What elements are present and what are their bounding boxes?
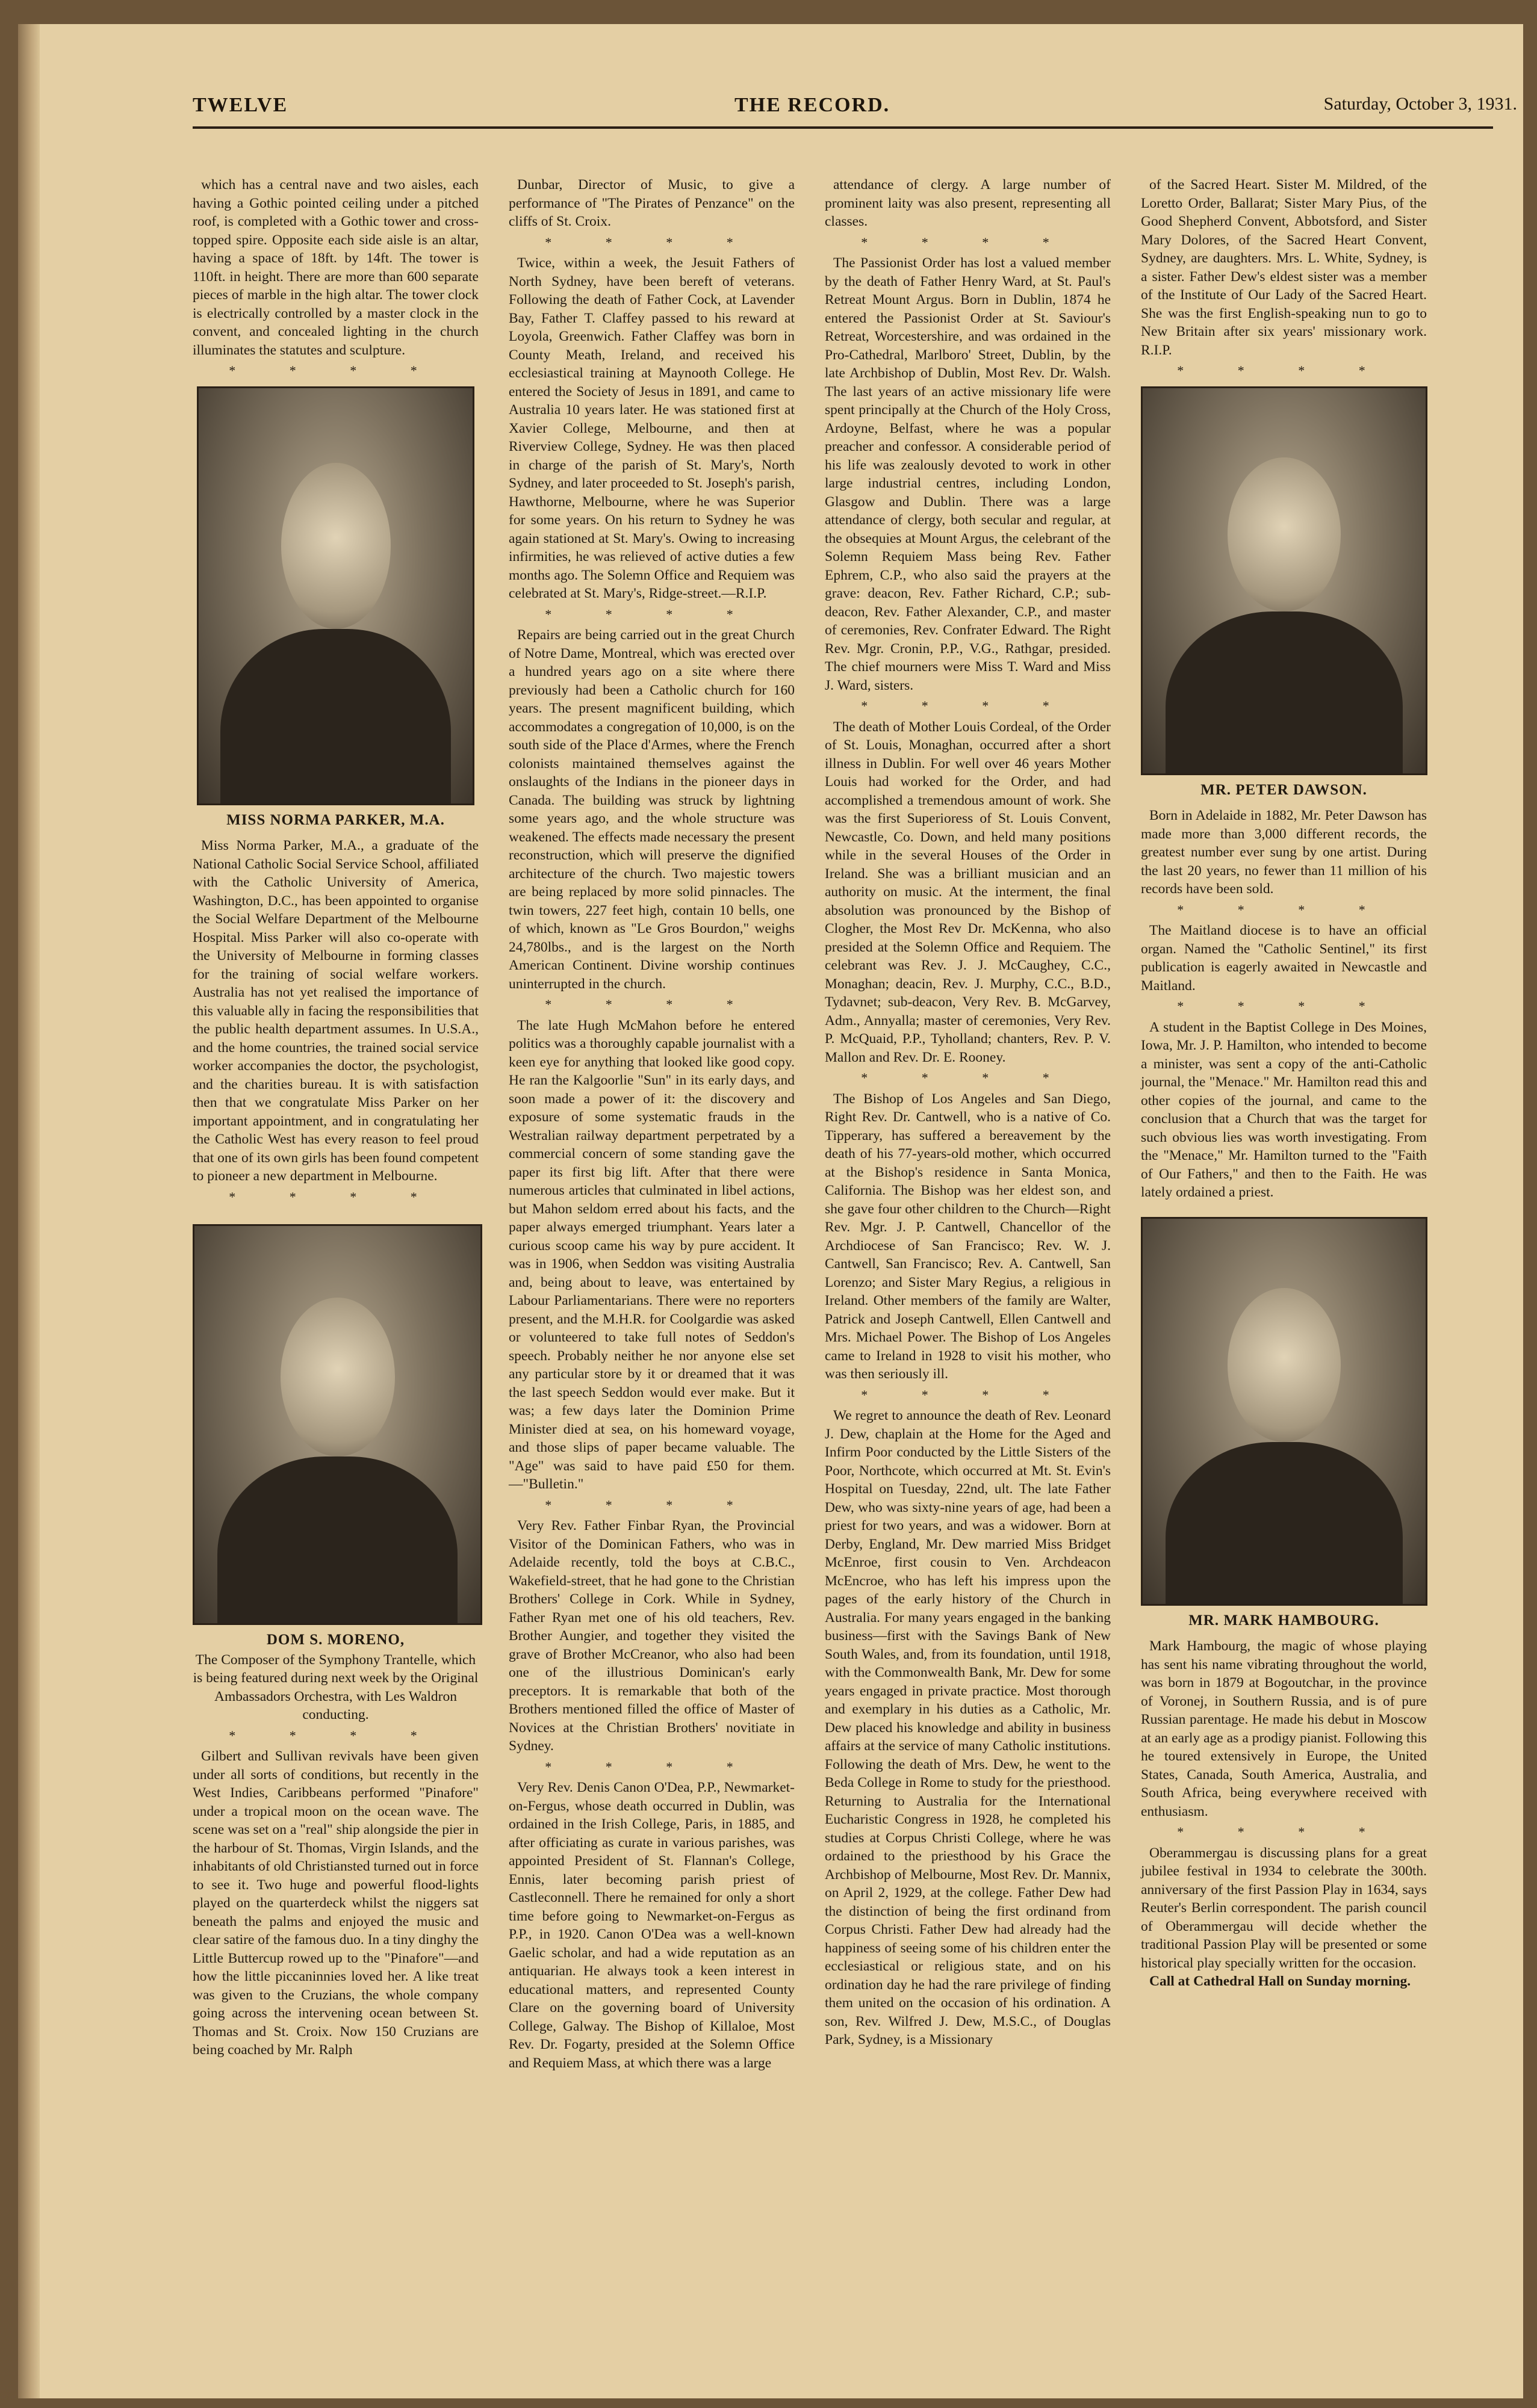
article-text: Very Rev. Denis Canon O'Dea, P.P., Newmarket-on-Fergus, whose death occurred in Dublin, was ordained in the Irish College, Paris, in 1885, and after officiating as curate in various parishes, was appointed President of St. Flannan's College, Ennis, later becoming parish priest of Castleconnell. There he remained for only a short time before going to Newmarket-on-Fergus as P.P., in 1920. Canon O'Dea was a well-known Gaelic scholar, and had a wide reputation as an antiquarian. He always took a keen interest in educational matters, and represented County Clare on the governing board of University College, Galway. The Bishop of Killaloe, Most Rev. Dr. Fogarty, presided at the Solemn Office and Requiem Mass, at which there was a large — [509, 1780, 795, 2071]
article-text: The Bishop of Los Angeles and San Diego, Right Rev. Dr. Cantwell, who is a native of Co. Tipperary, has suffered a bereavement by the death of his 77-years-old mother, which occurred at the Bishop's residence in Santa Monica, California. The Bishop was her eldest son, and she gave four other children to the Church—Right Rev. Mgr. J. P. Cantwell, Chancellor of the Archdiocese of San Francisco; Rev. W. J. Cantwell, San Francisco; Rev. A. Cantwell, San Lorenzo; and Sister Mary Regius, a religious in Ireland. Other members of the family are Walter, Patrick and Joseph Cantwell, Ellen Cantwell and Mrs. Michael Power. The Bishop of Los Angeles came to Ireland in 1928 to visit his mother, who was then seriously ill. — [825, 1091, 1111, 1382]
column-2 — [509, 176, 795, 2072]
separator-stars: * * * * — [1177, 998, 1391, 1014]
separator-stars: * * * * — [229, 1189, 442, 1204]
portrait-face — [281, 1298, 395, 1456]
portrait-body — [1166, 1442, 1403, 1606]
masthead-title: THE RECORD. — [734, 94, 890, 116]
separator-stars: * * * * — [545, 997, 759, 1012]
portrait-photo-mark-hambourg — [1141, 1217, 1427, 1606]
article-text: A student in the Baptist College in Des Moines, Iowa, Mr. J. P. Hamilton, who intended to become a minister, was sent a copy of the anti-Catholic journal, the "Menace." Mr. Hamilton read this and other copies of the journal, and came to the conclusion that a Church that was the target for such obvious lies was worth investigating. From the "Menace," Mr. Hamilton turned to the "Faith of Our Fathers," and then to the Faith. He was lately ordained a priest. — [1141, 1019, 1427, 1200]
separator-stars: * * * * — [545, 1497, 759, 1512]
portrait-photo-norma-parker — [197, 386, 474, 805]
portrait-face — [1228, 457, 1341, 611]
portrait-photo-dom-moreno — [193, 1224, 482, 1625]
photo-caption: MISS NORMA PARKER, M.A. — [226, 811, 445, 828]
column-3 — [825, 176, 1111, 2049]
separator-stars: * * * * — [545, 234, 759, 250]
photo-caption: MR. PETER DAWSON. — [1200, 781, 1367, 798]
article-text: Gilbert and Sullivan revivals have been given under all sorts of conditions, but recently in the West Indies, Caribbeans performed "Pinafore" under a tropical moon on the ocean wave. The scene was set on a "real" ship alongside the pier in the harbour of St. Thomas, Virgin Islands, and the inhabitants of old Christiansted turned out in force to see it. Two huge and powerful flood-lights played on the quarterdeck whilst the niggers sat beneath the palms and enjoyed the music and clear satire of the famous duo. In a tiny dinghy the Little Buttercup rowed up to the "Pinafore"—and how the little piccaninnies loved her. A like treat was given to the Cruzians, the whole company going across the intervening ocean between St. Thomas and St. Croix. Now 150 Cruzians are being coached by Mr. Ralph — [193, 1748, 479, 2058]
article-text: Twice, within a week, the Jesuit Fathers of North Sydney, have been bereft of veterans. Following the death of Father Cock, at Lavender Bay, Father T. Claffey passed to his reward at Loyola, Greenwich. Father Claffey was born in County Meath, Ireland, and received his ecclesiastical training at Maynooth College. He entered the Society of Jesus in 1891, and came to Australia 10 years later. He was stationed first at Xavier College, Melbourne, and then at Riverview College, Sydney. He was then placed in charge of the parish of St. Mary's, North Sydney, and later proceeded to St. Joseph's parish, Hawthorne, Melbourne, where he was Superior for some years. On his return to Sydney he was again stationed at St. Mary's. Owing to increasing infirmities, he was relieved of active duties a few months ago. The Solemn Office and Requiem was celebrated at St. Mary's, Ridge-street.—R.I.P. — [509, 255, 795, 601]
article-text: attendance of clergy. A large number of prominent laity was also present, representing all classes. — [825, 177, 1111, 229]
portrait-body — [1166, 611, 1403, 775]
article-text: The Passionist Order has lost a valued member by the death of Father Henry Ward, at St. Paul's Retreat Mount Argus. Born in Dublin, 1874 he entered the Passionist Order at St. Saviour's Retreat, Worcestershire, and was ordained in the Pro-Cathedral, Marlboro' Street, Dublin, by the late Archbishop of Dublin, Most Rev. Dr. Walsh. The last years of an active missionary life were spent principally at the Church of the Holy Cross, Ardoyne, Belfast, where he was a popular preacher and confessor. A considerable period of his life was zealously devoted to work in other large industrial centres, including London, Glasgow and Dublin. There was a large attendance of clergy, both secular and regular, at the obsequies at Mount Argus, the celebrant of the Solemn Requiem Mass being Rev. Father Ephrem, C.P., who also said the prayers at the grave: deacon, Rev. Father Richard, C.P.; sub-deacon, Rev. Father Alexander, C.P., and master of ceremonies, Rev. Confrater Edward. The Right Rev. Mgr. Cronin, P.P., V.G., Rathgar, presided. The chief mourners were Miss T. Ward and Miss J. Ward, sisters. — [825, 255, 1111, 693]
separator-stars: * * * * — [545, 606, 759, 622]
separator-stars: * * * * — [861, 1387, 1075, 1402]
article-text: The Maitland diocese is to have an official organ. Named the "Catholic Sentinel," its first publication is eagerly awaited in Newcastle and Maitland. — [1141, 923, 1427, 994]
newspaper-page — [18, 24, 1523, 2398]
separator-stars: * * * * — [545, 1759, 759, 1774]
article-text: of the Sacred Heart. Sister M. Mildred, of the Loretto Order, Ballarat; Sister Mary Pius, of the Good Shepherd Convent, Abbotsford, and Sister Mary Dolores, of the Sacred Heart Convent, Sydney, are daughters. Mrs. L. White, Sydney, is a sister. Father Dew's eldest sister was a member of the Institute of Our Lady of the Sacred Heart. She was the first English-speaking nun to go to New Britain after six years' missionary work. R.I.P. — [1141, 177, 1427, 358]
separator-stars: * * * * — [861, 234, 1075, 250]
photo-caption: MR. MARK HAMBOURG. — [1188, 1612, 1379, 1629]
separator-stars: * * * * — [861, 1070, 1075, 1085]
article-text: Dunbar, Director of Music, to give a performance of "The Pirates of Penzance" on the cliffs of St. Croix. — [509, 177, 795, 229]
notice-text: Call at Cathedral Hall on Sunday morning. — [1149, 1973, 1411, 1989]
article-text: Born in Adelaide in 1882, Mr. Peter Dawson has made more than 3,000 different records, the greatest number ever sung by one artist. During the last 20 years, no fewer than 11 million of his records have been sold. — [1141, 808, 1427, 897]
separator-stars: * * * * — [229, 363, 442, 378]
photo-caption-sub: The Composer of the Symphony Trantelle, which is being featured during next week by the Original Ambassadors Orchestra, with Les Waldron conducting. — [193, 1651, 479, 1722]
header-rule — [193, 126, 1493, 129]
article-text: Oberammergau is discussing plans for a great jubilee festival in 1934 to celebrate the 300th. anniversary of the first Passion Play in 1634, says Reuter's Berlin correspondent. The parish council of Oberammergau will decide whether the traditional Passion Play will be presented or some historical play specially written for the occasion. — [1141, 1845, 1427, 1971]
portrait-photo-peter-dawson — [1141, 386, 1427, 775]
article-text: Repairs are being carried out in the great Church of Notre Dame, Montreal, which was erected over a hundred years ago on a site where there previously had been a Catholic church for 160 years. The present magnificent building, which accommodates a congregation of 10,000, is on the south side of the Place d'Armes, where the French colonists maintained themselves against the onslaughts of the Indians in the pioneer days in Canada. The building was struck by lightning some years ago, and the whole structure was weakened. The effects made necessary the present reconstruction, which will preserve the dignified architecture of the church. Two majestic towers are being replaced by more solid pinnacles. The twin towers, 227 feet high, contain 10 bells, one of which, known as "Le Gros Bourdon," weighs 24,780lbs., and is the largest on the North American Continent. Divine worship continues uninterrupted in the church. — [509, 627, 795, 992]
article-text: Mark Hambourg, the magic of whose playing has sent his name vibrating throughout the world, was born in 1879 at Bogoutchar, in the province of Voronej, in Southern Russia, and is of pure Russian parentage. He made his debut in Moscow at an early age as a prodigy pianist. Following this he toured extensively in Europe, the United States, Canada, South America, Australia, and South Africa, being everywhere received with enthusiasm. — [1141, 1638, 1427, 1819]
separator-stars: * * * * — [229, 1727, 442, 1743]
portrait-face — [281, 463, 391, 629]
separator-stars: * * * * — [1177, 363, 1391, 378]
page-header — [193, 94, 1517, 124]
page-number: TWELVE — [193, 94, 288, 116]
article-text: The death of Mother Louis Cordeal, of the Order of St. Louis, Monaghan, occurred after a short illness in Dublin. For well over 46 years Mother Louis had worked for the Order, and had accomplished a tremendous amount of work. She was the first Superioress of St. Louis Convent, Newcastle, Co. Down, and held many positions while in the several Houses of the Order in Ireland. She was a brilliant musician and an authority on music. At the interment, the final absolution was pronounced by the Bishop of Clogher, the Most Rev Dr. McKenna, who also presided at the Solemn Office and Requiem. The celebrant was Rev. J. J. McCaughey, C.C., Monaghan; deacin, Rev. J. Murphy, C.C., B.D., Tydavnet; sub-deacon, Very Rev. B. McGarvey, Adm., Annyalla; master of ceremonies, Very Rev. P. McQuaid, P.P., Tyholland; chanters, Rev. P. V. Mallon and Rev. Dr. E. Rooney. — [825, 719, 1111, 1065]
portrait-body — [217, 1456, 458, 1625]
article-text: which has a central nave and two aisles, each having a Gothic pointed ceiling under a pitched roof, is completed with a Gothic tower and cross-topped spire. Opposite each side aisle is an altar, having a space of 18ft. by 14ft. The tower is 110ft. in height. There are more than 600 separate pieces of marble in the high altar. The tower clock is electrically controlled by a master clock in the convent, and concealed lighting in the church illuminates the statutes and sculpture. — [193, 177, 479, 358]
article-text: We regret to announce the death of Rev. Leonard J. Dew, chaplain at the Home for the Aged and Infirm Poor conducted by the Little Sisters of the Poor, Northcote, which occurred at Mt. St. Evin's Hospital on Tuesday, 22nd, ult. The late Father Dew, who was sixty-nine years of age, had been a priest for two years, and was a widower. Born at Derby, England, Mr. Dew married Miss Bridget McEnroe, first cousin to Ven. Archdeacon McEncroe, who has left his impress upon the pages of the early history of the Church in Australia. For many years engaged in the banking business—first with the Savings Bank of New South Wales, and, from its foundation, until 1918, with the Commonwealth Bank, Mr. Dew for some years engaged in private practice. Most thorough and exemplary in his duties as a Catholic, Mr. Dew placed his knowledge and ability in business affairs at the service of many Catholic institutions. Following the death of Mrs. Dew, he went to the Beda College in Rome to study for the priesthood. Returning to Australia for the International Eucharistic Congress in 1928, he completed his studies at Corpus Christi College, where he was ordained to the priesthood by his Grace the Archbishop of Melbourne, Most Rev. Dr. Mannix, on April 2, 1929, at the college. Father Dew had the distinction of being the first ordinand from Corpus Christi. Father Dew had already had the happiness of seeing some of his children enter the ecclesiastical or religious state, and on his ordination day he had the rare privilege of finding them united on the occasion of his ordination. A son, Rev. Wilfred J. Dew, M.S.C., of Douglas Park, Sydney, is a Missionary — [825, 1408, 1111, 2047]
portrait-face — [1228, 1288, 1341, 1442]
photo-caption: DOM S. MORENO, — [266, 1632, 405, 1648]
article-text: Miss Norma Parker, M.A., a graduate of the National Catholic Social Service School, affiliated with the Catholic University of America, Washington, D.C., has been appointed to organise the Social Welfare Department of the Melbourne Hospital. Miss Parker will also co-operate with the University of Melbourne in forming classes for the training of social welfare workers. Australia has not yet realised the importance of this valuable ally in facing the responsibilities that the public health department assumes. In U.S.A., and the home countries, the trained social service worker accompanies the doctor, the psychologist, and the charities bureau. It is with satisfaction then that we congratulate Miss Parker on her important appointment, and in congratulating her the Catholic West has every reason to feel proud that one of its own girls has been found competent to pioneer a new department in Melbourne. — [193, 838, 479, 1184]
column-4 — [1141, 176, 1427, 1991]
separator-stars: * * * * — [861, 698, 1075, 713]
separator-stars: * * * * — [1177, 1824, 1391, 1839]
separator-stars: * * * * — [1177, 902, 1391, 917]
portrait-body — [220, 629, 450, 805]
article-text: The late Hugh McMahon before he entered politics was a thoroughly capable journalist with a keen eye for anything that looked like good copy. He ran the Kalgoorlie "Sun" in its early days, and soon made a power of it: the discovery and exposure of some systematic frauds in the Westralian railway department perpetrated by a commercial concern of some standing gave the paper its first big lift. After that there were numerous articles that culminated in libel actions, but Mahon seldom erred about his facts, and the paper always emerged triumphant. Years later a curious scoop came his way by pure accident. It was in 1906, when Seddon was visiting Australia and, being about to leave, was entertained by Labour Parliamentarians. There were no reporters present, and the M.H.R. for Coolgardie was asked or volunteered to take full notes of Seddon's speech. Probably neither he nor anyone else set any particular store by it or dreamed that it was the last speech Seddon would ever make. But it was; a few days later the Dominion Prime Minister died at sea, on his homeward voyage, and those slips of paper became valuable. The "Age" was said to have paid £50 for them.—"Bulletin." — [509, 1017, 795, 1492]
column-1 — [193, 176, 479, 2060]
article-text: Very Rev. Father Finbar Ryan, the Provincial Visitor of the Dominican Fathers, who was in Adelaide recently, told the boys at C.B.C., Wakefield-street, that he had gone to the Christian Brothers' College in Cork. While in Sydney, Father Ryan met one of his old teachers, Rev. Brother Aungier, and together they visited the grave of Brother McCreanor, who also had been one of the illustrious Dominican's early preceptors. It is remarkable that both of the Brothers mentioned filled the office of Master of Novices at the Christian Brothers' novitiate in Sydney. — [509, 1518, 795, 1754]
issue-date: Saturday, October 3, 1931. — [1323, 94, 1517, 114]
page-binding — [18, 24, 40, 2398]
